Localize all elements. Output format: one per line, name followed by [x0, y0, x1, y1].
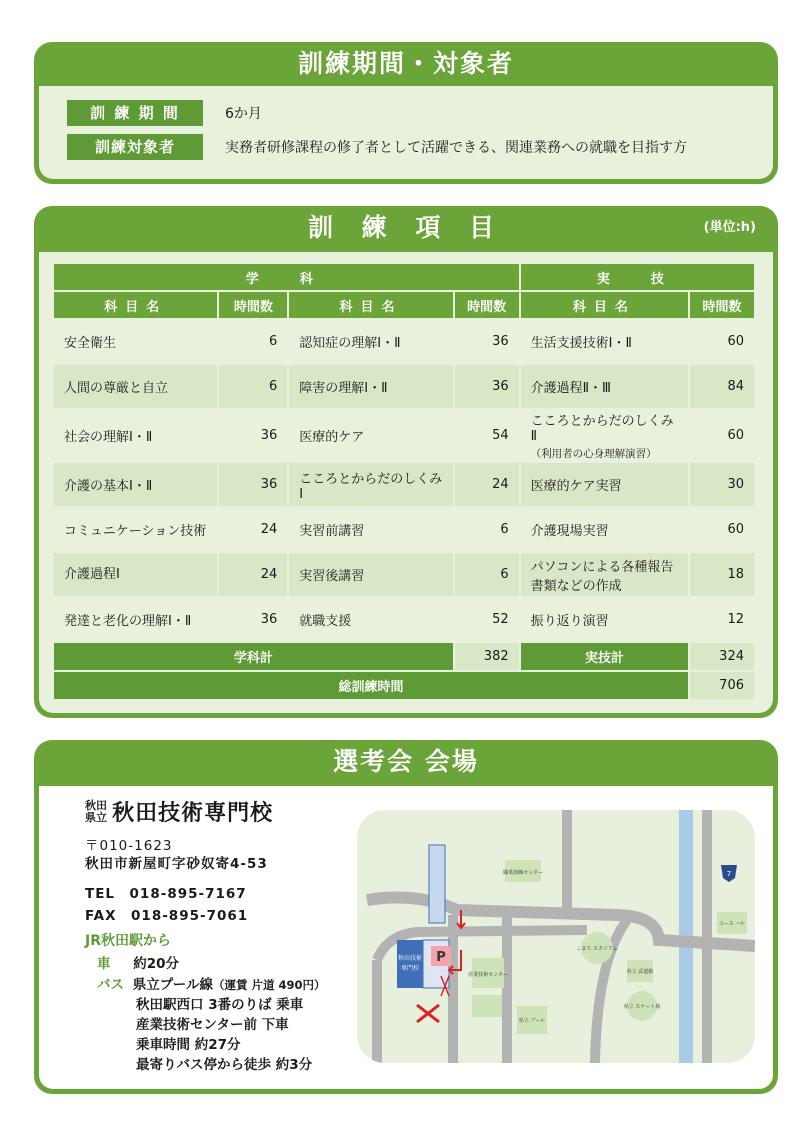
col-subject: 科目名 — [53, 291, 218, 319]
table-row — [53, 552, 755, 597]
academic-hours: 6 — [218, 364, 288, 409]
academic-hours: 6 — [454, 552, 520, 597]
period-value: 6か月 — [225, 106, 262, 122]
academic-hours: 36 — [218, 409, 288, 462]
map-label-youth: ユース ハル — [718, 921, 746, 927]
bus-label: バス — [97, 977, 124, 993]
section-title-text: 訓 練 項 目 — [307, 213, 505, 242]
target-label: 訓練対象者 — [67, 134, 203, 160]
academic-hours: 52 — [454, 597, 520, 642]
bus-line: 県立プール線 — [132, 977, 214, 993]
academic-subject: 人間の尊厳と自立 — [53, 364, 218, 409]
academic-total-label: 学科計 — [53, 642, 454, 671]
table-column-header — [53, 291, 755, 319]
period-row — [67, 100, 262, 126]
map-label-pool: 県立 プール — [518, 1018, 546, 1024]
col-hours: 時間数 — [218, 291, 288, 319]
academic-subject: 就職支援 — [288, 597, 453, 642]
map-label-career: 職業訓練センター — [503, 870, 543, 876]
academic-subject: コミュニケーション技術 — [53, 507, 218, 552]
col-hours: 時間数 — [454, 291, 520, 319]
table-row — [53, 364, 755, 409]
green-block — [472, 995, 502, 1017]
car-value: 約20分 — [133, 956, 179, 972]
car-label: 車 — [97, 956, 111, 972]
school-building — [397, 940, 423, 988]
grand-total-row — [53, 671, 755, 700]
access-map — [357, 810, 755, 1063]
pref-line1: 秋田 — [85, 798, 107, 812]
practical-total: 324 — [689, 642, 755, 671]
map-label-school2: 専門校 — [400, 965, 420, 972]
access-title: JR秋田駅から — [85, 933, 171, 949]
academic-subject: 医療的ケア — [288, 409, 453, 462]
subtotal-row — [53, 642, 755, 671]
practical-subject — [520, 552, 689, 597]
section-title: 訓練期間・対象者 — [297, 49, 514, 78]
col-subject: 科目名 — [520, 291, 689, 319]
practical-hours: 60 — [689, 319, 755, 364]
fax: FAX 018-895-7061 — [85, 908, 249, 924]
table-group-header — [53, 263, 755, 291]
map-label-school: 秋田技術 — [397, 955, 423, 962]
map-label-skate: 県立 スケート場 — [623, 1004, 661, 1010]
academic-total: 382 — [454, 642, 520, 671]
bus-boarding: 秋田駅西口 3番のりば 乗車 — [136, 997, 304, 1013]
practical-subject: 振り返り演習 — [520, 597, 689, 642]
practical-total-label: 実技計 — [520, 642, 689, 671]
academic-subject: 障害の理解Ⅰ・Ⅱ — [288, 364, 453, 409]
school-name-block — [85, 796, 273, 827]
map-label-center: 産業技術センター — [468, 972, 508, 978]
postal-code: 〒010-1623 — [85, 838, 173, 854]
table-row — [53, 409, 755, 462]
main-road — [367, 898, 755, 946]
unit-label: (単位:h) — [703, 220, 756, 235]
practical-hours: 30 — [689, 462, 755, 507]
map-label-kodomo: こまち スタジアム — [576, 946, 618, 952]
academic-hours: 24 — [218, 552, 288, 597]
academic-subject: 実習前講習 — [288, 507, 453, 552]
bus-walk: 最寄りバス停から徒歩 約3分 — [136, 1057, 313, 1073]
map-label-budokan: 県立 武道館 — [626, 969, 654, 975]
col-subject: 科目名 — [288, 291, 453, 319]
academic-subject: 発達と老化の理解Ⅰ・Ⅱ — [53, 597, 218, 642]
practical-subject-main: こころとからだのしくみⅡ — [530, 414, 674, 444]
panel-body — [39, 86, 773, 179]
group-practical: 実 技 — [520, 263, 755, 291]
school-name: 秋田技術専門校 — [112, 801, 274, 826]
practical-subject: 生活支援技術Ⅰ・Ⅱ — [520, 319, 689, 364]
school-sign — [429, 845, 445, 923]
access-car — [97, 952, 179, 972]
academic-hours: 6 — [454, 507, 520, 552]
practical-hours: 18 — [689, 552, 755, 597]
period-label: 訓 練 期 間 — [67, 100, 203, 126]
target-value: 実務者研修課程の修了者として活躍できる、関連業務への就職を目指す方 — [225, 140, 687, 156]
academic-hours: 24 — [454, 462, 520, 507]
practical-subject-sub: （利用者の心身理解演習） — [530, 448, 657, 460]
bus-duration: 乗車時間 約27分 — [136, 1037, 241, 1053]
academic-subject: こころとからだのしくみⅠ — [288, 462, 453, 507]
col-hours: 時間数 — [689, 291, 755, 319]
practical-subject: 介護過程Ⅱ・Ⅲ — [520, 364, 689, 409]
access-bus — [97, 973, 326, 993]
academic-hours: 36 — [218, 597, 288, 642]
table-row — [53, 597, 755, 642]
practical-subject — [520, 409, 689, 462]
academic-hours: 36 — [454, 319, 520, 364]
bus-alight: 産業技術センター前 下車 — [136, 1017, 289, 1033]
course-table — [52, 262, 756, 701]
route-number: 7 — [726, 870, 732, 878]
academic-hours: 6 — [218, 319, 288, 364]
table-row — [53, 462, 755, 507]
panel-body — [39, 786, 773, 1089]
academic-hours: 54 — [454, 409, 520, 462]
practical-hours: 12 — [689, 597, 755, 642]
academic-hours: 24 — [218, 507, 288, 552]
venue-panel — [34, 740, 778, 1094]
practical-hours: 84 — [689, 364, 755, 409]
bus-fare: （運賃 片道 490円） — [213, 978, 326, 992]
phone: TEL 018-895-7167 — [85, 886, 247, 902]
academic-subject: 実習後講習 — [288, 552, 453, 597]
practical-hours: 60 — [689, 507, 755, 552]
no-entry-icon — [417, 1005, 439, 1022]
training-items-panel — [34, 206, 778, 718]
practical-subject: 医療的ケア実習 — [520, 462, 689, 507]
academic-subject: 介護過程Ⅰ — [53, 552, 218, 597]
table-row — [53, 507, 755, 552]
target-row — [67, 134, 687, 160]
table-row — [53, 319, 755, 364]
parking-icon: P — [436, 950, 446, 965]
practical-subject: 介護現場実習 — [520, 507, 689, 552]
map-svg — [357, 810, 755, 1063]
practical-subject-cont: 書類などの作成 — [530, 578, 622, 594]
pref-line2: 県立 — [85, 810, 107, 824]
academic-subject: 社会の理解Ⅰ・Ⅱ — [53, 409, 218, 462]
academic-subject: 認知症の理解Ⅰ・Ⅱ — [288, 319, 453, 364]
practical-hours: 60 — [689, 409, 755, 462]
section-title — [34, 206, 778, 250]
prefectural-label — [85, 800, 107, 824]
grand-total: 706 — [689, 671, 755, 700]
academic-subject: 介護の基本Ⅰ・Ⅱ — [53, 462, 218, 507]
academic-hours: 36 — [218, 462, 288, 507]
practical-subject-main: パソコンによる各種報告 — [530, 559, 674, 575]
address: 秋田市新屋町字砂奴寄4-53 — [85, 856, 268, 872]
academic-subject: 安全衛生 — [53, 319, 218, 364]
panel-body — [39, 252, 773, 713]
grand-total-label: 総訓練時間 — [53, 671, 689, 700]
academic-hours: 36 — [454, 364, 520, 409]
period-target-panel — [34, 42, 778, 184]
group-academic: 学 科 — [53, 263, 520, 291]
section-title: 選考会 会場 — [333, 747, 479, 776]
